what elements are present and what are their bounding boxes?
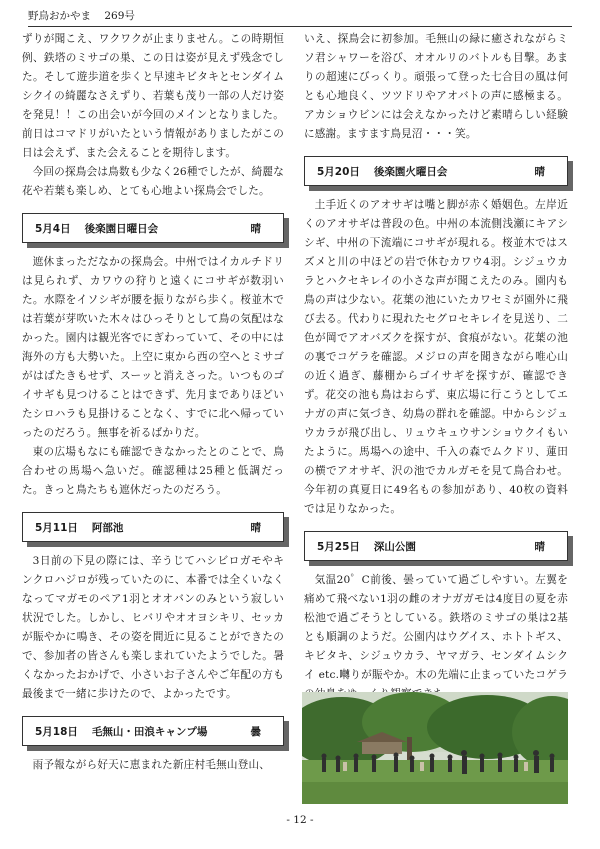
paragraph: 遮休まっただなかの探鳥会。中州ではイカルチドリは見られず、カワウの狩りと遠くにコサギが数羽いた。水際をイソシギが腰を振りながら歩く。桜並木では若葉が芽吹いた木々はひっそりとして鳥の気配はなかった。園内は観光客でにぎわっていて、その中には海外の方も大勢いた。上空に東から西の空へとミサゴがはばたきもせず、スーッと消えさった。いつものゴイサギも見つけることはできず、先月までありほどいたシロハラも見掛けることなく、すでに北へ帰っていったのだろう。無事を祈るばかりだ。 bbox=[22, 256, 284, 439]
publication-title: 野鳥おかやま bbox=[28, 10, 91, 22]
left-column bbox=[22, 30, 284, 775]
section-heading-may4 bbox=[22, 213, 284, 243]
paragraph: 東の広場もなにも確認できなかったとのことで、鳥合わせの馬場へ急いだ。確認種は25種と低調だった。きっと鳥たちも遮休だったのだろう。 bbox=[22, 446, 284, 496]
page-number: - 12 - bbox=[286, 814, 314, 826]
section-heading-may11 bbox=[22, 512, 284, 542]
section-place: 阿部池 bbox=[91, 521, 124, 534]
section-weather: 晴 bbox=[534, 540, 545, 553]
paragraph: ずりが聞こえ、ワクワクが止まりません。この時期恒例、鉄塔のミサゴの巣、この日は姿が見えず残念でした。そして遊歩道を歩くと早速キビタキとセンダイムシクイの綺麗なさえずり、若葉も茂り一部の人だけ姿を発見！！この出会いが今回のメインとなりました。前日はコマドリがいたという情報がありましたがこの日は会えず、また会えることを期待します。 bbox=[22, 33, 284, 159]
section-date: 5月18日 bbox=[35, 725, 78, 738]
paragraph: 今回の探鳥会は鳥数も少なく26種でしたが、綺麗な花や若葉も楽しめ、とても心地よい探鳥会でした。 bbox=[22, 166, 284, 197]
group-photo bbox=[302, 692, 568, 804]
paragraph: 土手近くのアオサギは嘴と脚が赤く婚姻色。左岸近くのアオサギは普段の色。中州の本流側浅瀬にキアシシギ、中州の下流端にコサギが現れる。桜並木ではスズメと川の中ほどの岩で休むカワウ4羽。シジュウカラとハクセキレイの小さな声が聞こえたのみ。園内も鳥の声は少ない。花葉の池にいたカワセミが園外に飛び去る。代わりに現れたセグロセキレイを見送り、二色が岡でアオバズクを探すが、食痕がない。花葉の池の裏でコゲラを確認。メジロの声を聞きながら唯心山の近く過ぎ、藤棚からゴイサギを探すが、確認できず。花交の池も鳥はおらず、東広場に行こうとしてエナガの声に気づき、幼鳥の群れを確認。中からシジュウカラが飛び出し、リュウキュウサンショウクイもいたように。馬場への途中、千入の森でムクドリ、蓮田の横でアオサギ、沢の池でカルガモを見て鳥合わせ。今年初の真夏日に49名もの参加があり、40枚の資料では足りなかった。 bbox=[304, 199, 568, 515]
section-place: 後楽園日曜日会 bbox=[84, 222, 159, 235]
paragraph: 雨予報ながら好天に恵まれた新庄村毛無山登山、 bbox=[32, 759, 271, 771]
paragraph: いえ、探鳥会に初参加。毛無山の緑に癒されながらミソ君シャワーを浴び、オオルリのバトルも目撃。あまりの超速にびっくり。頑張って登った七合目の風は何とも心地良く、ツツドリやアオバトの声に感極まる。アカショウビンには会えなかったけど素晴らしい経験に感謝。ますます鳥見沼・・・笑。 bbox=[304, 33, 568, 140]
section-date: 5月4日 bbox=[35, 222, 71, 235]
section-place: 毛無山・田浪キャンプ場 bbox=[91, 725, 208, 738]
section-heading-may18 bbox=[22, 716, 284, 746]
section-place: 後楽園火曜日会 bbox=[373, 165, 448, 178]
section-date: 5月25日 bbox=[317, 540, 360, 553]
right-column bbox=[304, 30, 568, 704]
section-heading-may20 bbox=[304, 156, 568, 186]
section-weather: 晴 bbox=[534, 165, 545, 178]
issue-number: 269号 bbox=[104, 10, 135, 22]
section-weather: 晴 bbox=[250, 222, 261, 235]
section-date: 5月11日 bbox=[35, 521, 78, 534]
section-weather: 曇 bbox=[250, 725, 261, 738]
paragraph: 3日前の下見の際には、辛うじてハシビロガモやキンクロハジロが残っていたのに、本番では全くいなくなってマガモのペア1羽とオオバンのみという寂しい状況でした。しかし、ヒバリやオオヨシキリ、セッカが賑やかに鳴き、その姿を間近に見ることができたので、参加者の皆さんも楽しまれていたようでした。暑くなかったおかげで、小さいお子さんやご年配の方も最後まで一緒に歩けたので、よかったです。 bbox=[22, 555, 284, 700]
section-weather: 晴 bbox=[250, 521, 261, 534]
section-date: 5月20日 bbox=[317, 165, 360, 178]
paragraph: 気温20゜C前後、曇っていて過ごしやすい。左翼を痛めて飛べない1羽の雌のオナガガモは4度目の夏を赤松池で過ごそうとしている。鉄塔のミサゴの巣は2基とも順調のようだ。公園内はウグイス、ホトトギス、キビタキ、シジュウカラ、ヤマガラ、センダイムシクイ etc.囀りが賑やか。木の先端に止まっていたコゲラ bbox=[304, 574, 568, 681]
page-header bbox=[28, 6, 572, 27]
section-place: 深山公園 bbox=[373, 540, 416, 553]
section-heading-may25 bbox=[304, 531, 568, 561]
